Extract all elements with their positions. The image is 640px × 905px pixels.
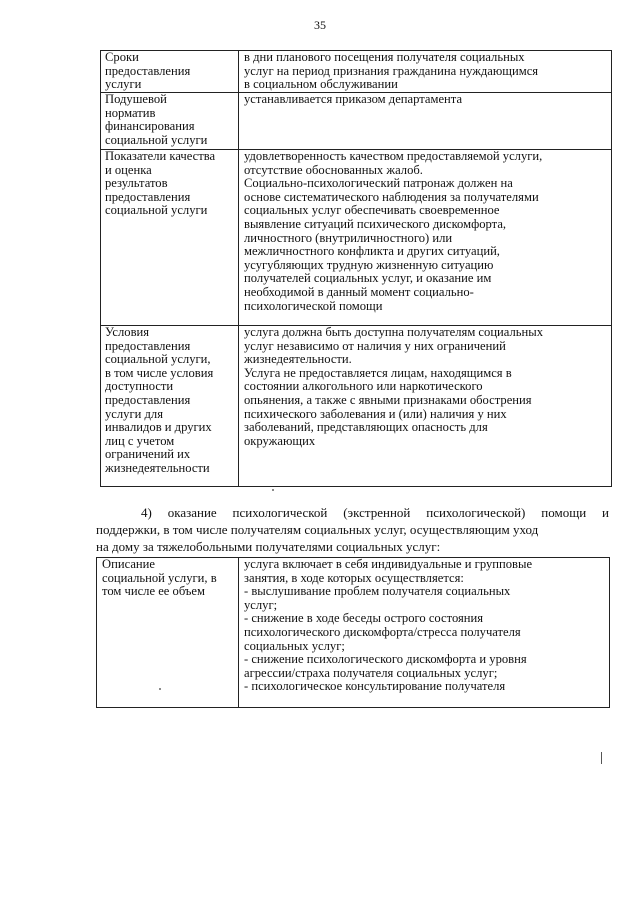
value-line: отсутствие обоснованных жалоб. xyxy=(244,162,423,177)
value-line: услуг независимо от наличия у них ограничений xyxy=(244,338,506,353)
row-value-cell xyxy=(239,326,612,487)
label-line: социальной услуги, в xyxy=(102,570,217,585)
value-line: агрессии/страха получателя социальных услуг; xyxy=(244,665,498,680)
value-line: - снижение психологического дискомфорта и уровня xyxy=(244,652,527,667)
value-line: в дни планового посещения получателя социальных xyxy=(244,50,525,64)
label-line: результатов xyxy=(105,176,168,191)
label-line: предоставления xyxy=(105,189,191,204)
label-line: жизнедеятельности xyxy=(105,460,210,475)
row-label-cell xyxy=(101,51,239,93)
paragraph-line: поддержки, в том числе получателям социальных услуг, осуществляющим уход xyxy=(96,522,539,537)
row-label-cell xyxy=(97,558,239,708)
value-line: личностного (внутриличностного) или xyxy=(244,230,453,245)
value-line: социальных услуг обеспечивать своевременное xyxy=(244,203,500,218)
value-line: устанавливается приказом департамента xyxy=(244,92,463,106)
value-line: услуг; xyxy=(244,597,278,612)
value-line: выявление ситуаций психического дискомфорта, xyxy=(244,216,507,231)
paragraph-first-line: 4) оказание психологической (экстренной психологической) помощи и xyxy=(141,505,609,520)
value-line: психологической помощи xyxy=(244,298,383,313)
label-line: предоставления xyxy=(105,338,191,353)
label-line: услуги xyxy=(105,77,142,92)
value-line: Социально-психологический патронаж должен на xyxy=(244,176,513,191)
row-label-cell xyxy=(101,150,239,326)
label-line: Сроки xyxy=(105,50,139,64)
section-paragraph xyxy=(96,504,609,555)
value-line: - психологическое консультирование получателя xyxy=(244,679,506,694)
value-line: опьянения, а также с явными признаками обострения xyxy=(244,392,532,407)
value-line: основе систематического наблюдения за получателями xyxy=(244,189,539,204)
margin-mark xyxy=(601,752,602,764)
value-line: получателей социальных услуг, и оказание им xyxy=(244,271,492,286)
label-line: том числе ее объем xyxy=(102,584,205,599)
value-line: удовлетворенность качеством предоставляемой услуги, xyxy=(244,149,543,163)
paragraph-line: на дому за тяжелобольными получателями социальных услуг: xyxy=(96,539,441,554)
row-label-cell xyxy=(101,93,239,150)
row-value-cell xyxy=(239,93,612,150)
value-line: - снижение в ходе беседы острого состояния xyxy=(244,611,484,626)
value-line: психологического дискомфорта/стресса получателя xyxy=(244,624,521,639)
label-line: доступности xyxy=(105,379,174,394)
label-line: ограничений их xyxy=(105,447,191,462)
label-line: в том числе условия xyxy=(105,365,214,380)
value-line: в социальном обслуживании xyxy=(244,77,398,92)
value-line: необходимой в данный момент социально- xyxy=(244,284,474,299)
value-line: услуг на период признания гражданина нуждающимся xyxy=(244,63,539,78)
row-value-cell xyxy=(239,51,612,93)
label-line: Показатели качества xyxy=(105,149,216,163)
page-number: 35 xyxy=(314,18,326,32)
service-table-1 xyxy=(100,50,612,487)
scan-speck xyxy=(272,489,274,491)
label-line: инвалидов и других xyxy=(105,420,212,435)
table-row xyxy=(101,150,612,326)
label-line: предоставления xyxy=(105,392,191,407)
row-value-cell xyxy=(239,150,612,326)
label-line: финансирования xyxy=(105,119,195,134)
value-line: заболеваний, представляющих опасность для xyxy=(244,420,488,435)
label-line: Условия xyxy=(105,325,150,339)
value-line: окружающих xyxy=(244,433,316,448)
label-line: социальной услуги xyxy=(105,132,208,147)
table-row xyxy=(101,326,612,487)
value-line: - выслушивание проблем получателя социальных xyxy=(244,584,511,599)
label-line: социальной услуги, xyxy=(105,352,211,367)
value-line: Услуга не предоставляется лицам, находящимся в xyxy=(244,365,512,380)
value-line: жизнедеятельности. xyxy=(244,352,352,367)
row-value-cell xyxy=(239,558,610,708)
value-line: услуга должна быть доступна получателям социальных xyxy=(244,325,544,339)
value-line: социальных услуг; xyxy=(244,638,345,653)
label-line: лиц с учетом xyxy=(105,433,175,448)
label-line: предоставления xyxy=(105,63,191,78)
table-row xyxy=(101,51,612,93)
value-line: услуга включает в себя индивидуальные и групповые xyxy=(244,557,533,571)
value-line: межличностного конфликта и других ситуаций, xyxy=(244,244,500,259)
label-line: норматив xyxy=(105,105,156,120)
scan-speck xyxy=(159,688,161,690)
service-table-2 xyxy=(96,557,610,708)
label-line: Подушевой xyxy=(105,92,167,106)
value-line: усугубляющих трудную жизненную ситуацию xyxy=(244,257,494,272)
table-row xyxy=(101,93,612,150)
label-line: и оценка xyxy=(105,162,152,177)
value-line: занятия, в ходе которых осуществляется: xyxy=(244,570,464,585)
label-line: социальной услуги xyxy=(105,203,208,218)
label-line: услуги для xyxy=(105,406,164,421)
value-line: психического заболевания и (или) наличия у них xyxy=(244,406,507,421)
row-label-cell xyxy=(101,326,239,487)
label-line: Описание xyxy=(102,557,155,571)
table-row xyxy=(97,558,610,708)
value-line: состоянии алкогольного или наркотического xyxy=(244,379,483,394)
